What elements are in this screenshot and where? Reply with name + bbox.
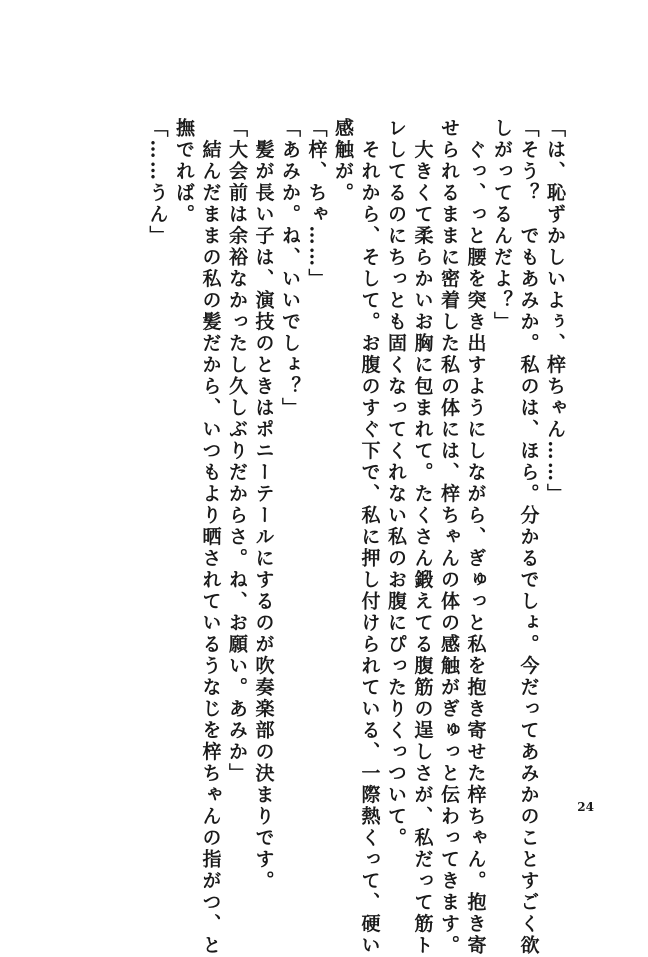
- text-line: 「あみか。ね、いいでしょ？」: [279, 118, 301, 419]
- text-line: レしてるのにちっとも固くなってくれない私のお腹にぴったりくっついて。: [385, 118, 407, 849]
- text-line: 結んだままの私の髪だから、いつもより晒されているうなじを梓ちゃんの指がつ、と: [199, 118, 222, 957]
- text-line: 髪が長い子は、演技のときはポニーテールにするのが吹奏楽部の決まりです。: [252, 118, 275, 892]
- text-line: 「……うん」: [146, 118, 169, 247]
- text-line: 大きくて柔らかいお胸に包まれて。たくさん鍛えてる腹筋の逞しさが、私だって筋ト: [411, 118, 434, 957]
- text-line: 撫でれば。: [173, 118, 195, 226]
- text-line: 「そう？ でもあみか。私のは、ほら。分かるでしょ。今だってあみかのことすごく欲: [517, 118, 540, 957]
- text-line: それから、そして。お腹のすぐ下で、私に押し付けられている、一際熱くって、硬い: [358, 118, 381, 957]
- text-line: 「大会前は余裕なかったし久しぶりだからさ。ね、お願い。あみか」: [226, 118, 248, 785]
- text-line: しがってるんだよ？」: [491, 118, 513, 333]
- text-line: ぐっ、っと腰を突き出すようにしながら、ぎゅっと私を抱き寄せた梓ちゃん。抱き寄: [464, 118, 487, 957]
- text-line: 「は、恥ずかしいよぅ、梓ちゃん……」: [544, 118, 566, 505]
- page-number: 24: [577, 800, 594, 814]
- text-line: 感触が。: [332, 118, 354, 204]
- vertical-text-block: [144, 118, 568, 957]
- text-line: せられるままに密着した私の体には、梓ちゃんの体の感触がぎゅっと伝わってきます。: [438, 118, 460, 957]
- text-line: 「梓、ちゃ……」: [305, 118, 328, 290]
